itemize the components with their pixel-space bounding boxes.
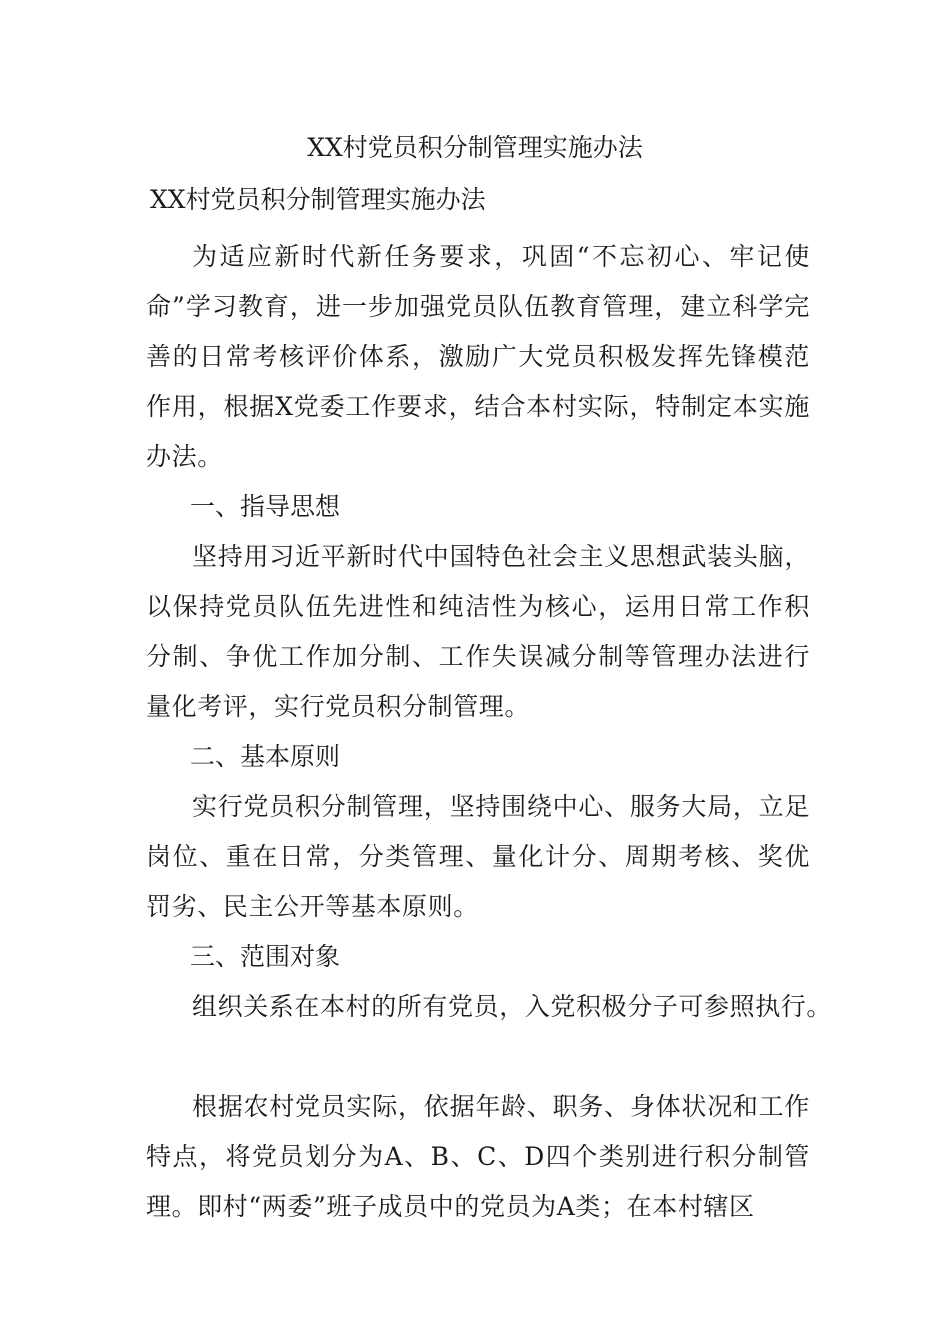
document-body: [146, 232, 833, 1232]
section-heading-guiding-ideology: 一、指导思想: [190, 492, 341, 521]
document-subtitle: XX村党员积分制管理实施办法: [150, 185, 486, 214]
intro-paragraph: 为适应新时代新任务要求，巩固“不忘初心、牢记使命”学习教育，进一步加强党员队伍教育管理，建立科学完善的日常考核评价体系，激励广大党员积极发挥先锋模范作用，根据X党委工作要求，结合本村实际，特制定本实施办法。: [146, 242, 810, 471]
document-title: XX村党员积分制管理实施办法: [307, 133, 643, 162]
scope-paragraph: 组织关系在本村的所有党员，入党积极分子可参照执行。: [192, 992, 833, 1021]
basic-principles-paragraph: 实行党员积分制管理，坚持围绕中心、服务大局，立足岗位、重在日常，分类管理、量化计分、周期考核、奖优罚劣、民主公开等基本原则。: [146, 792, 810, 921]
classification-paragraph: 根据农村党员实际，依据年龄、职务、身体状况和工作特点，将党员划分为A、B、C、D四个类别进行积分制管理。即村“两委”班子成员中的党员为A类；在本村辖区: [146, 1092, 810, 1221]
blank-line: [146, 1032, 810, 1082]
guiding-ideology-paragraph: 坚持用习近平新时代中国特色社会主义思想武装头脑，以保持党员队伍先进性和纯洁性为核心，运用日常工作积分制、争优工作加分制、工作失误减分制等管理办法进行量化考评，实行党员积分制管理。: [146, 542, 810, 721]
section-heading-scope: 三、范围对象: [190, 942, 341, 971]
section-heading-basic-principles: 二、基本原则: [190, 742, 341, 771]
